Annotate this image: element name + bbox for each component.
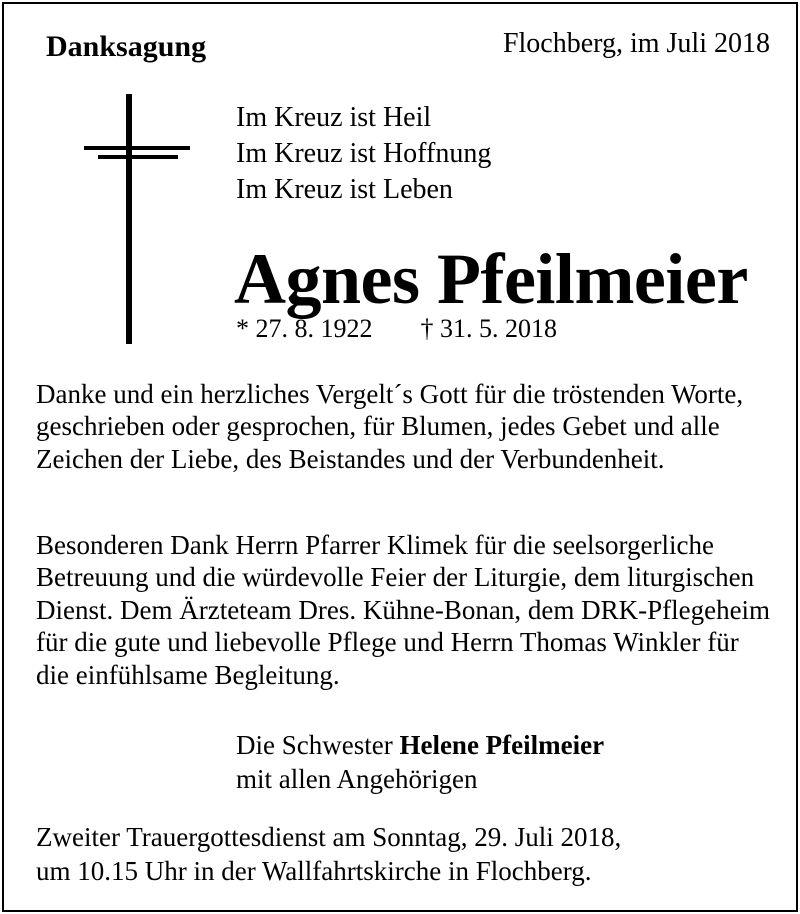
death-date: † 31. 5. 2018 [420,314,557,343]
service-line-2: um 10.15 Uhr in der Wallfahrtskirche in Flochberg. [36,856,592,886]
signature-prefix: Die Schwester [236,730,393,760]
birth-date: * 27. 8. 1922 [236,314,373,343]
signature-line-2: mit allen Angehörigen [236,764,478,794]
motto-line-1: Im Kreuz ist Heil [236,102,432,133]
signature-name: Helene Pfeilmeier [399,730,605,760]
motto-line-2: Im Kreuz ist Hoffnung [236,138,492,169]
deceased-name: Agnes Pfeilmeier [234,239,748,319]
life-dates [236,314,557,344]
thanks-paragraph: Danke und ein herzliches Vergelt´s Gott für die tröstenden Worte, geschrieben oder gesprochen, für Blumen, jedes Gebet und alle Zeichen der Liebe, des Beistandes und der Verbundenheit. [36,379,744,474]
special-thanks-paragraph: Besonderen Dank Herrn Pfarrer Klimek für die seelsorgerliche Betreuung und die würdevolle Feier der Liturgie, dem liturgischen Dienst. Dem Ärzteteam Dres. Kühne-Bonan, dem DRK-Pflegeheim für die gute und liebevolle Pflege und Herrn Thomas Winkler für die einfühlsame Begleitung. [36,530,771,690]
notice-title: Danksagung [46,30,207,63]
service-line-1: Zweiter Trauergottesdienst am Sonntag, 29. Juli 2018, [36,822,622,852]
place-date: Flochberg, im Juli 2018 [502,28,770,59]
motto-line-3: Im Kreuz ist Leben [236,174,453,205]
signature-line-1 [236,728,604,762]
